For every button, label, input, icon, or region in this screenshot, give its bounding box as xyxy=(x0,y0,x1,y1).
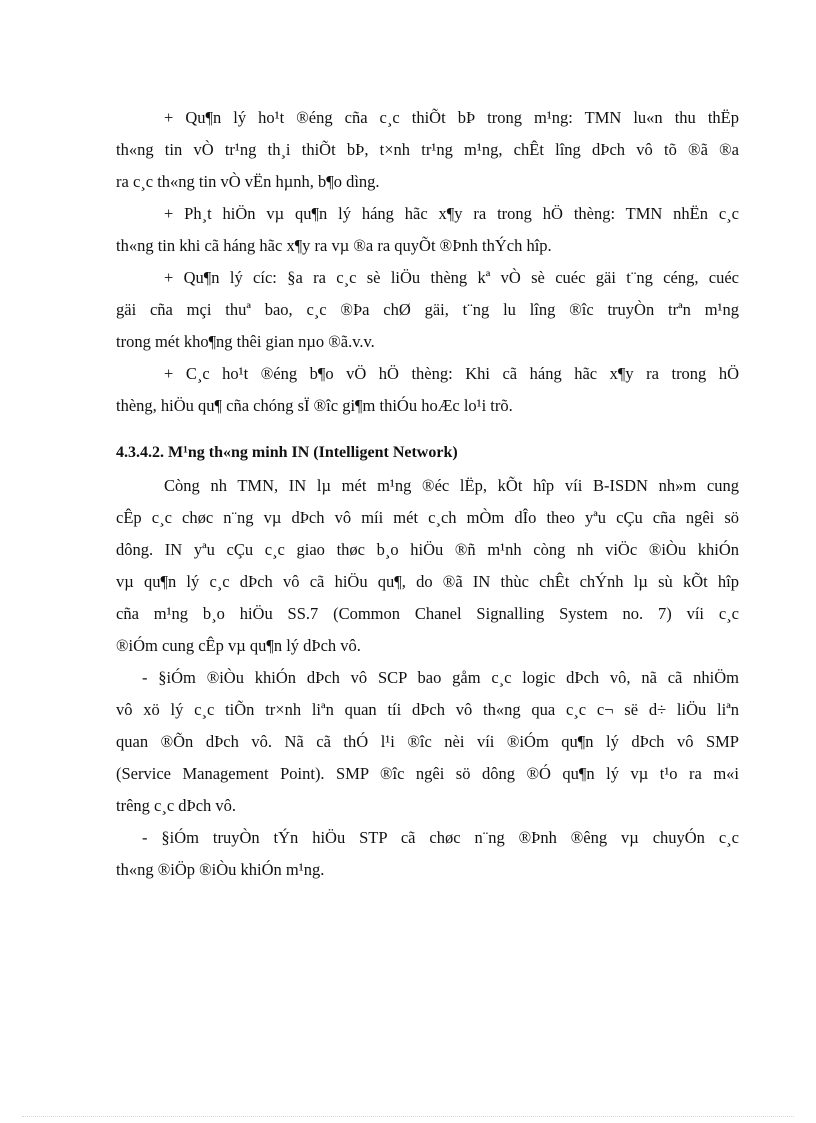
page-bottom-rule xyxy=(22,1116,794,1117)
paragraph-5-line-6: ®iÓm cung cÊp vµ qu¶n lý dÞch vô. xyxy=(116,636,361,655)
paragraph-6-line-3: quan ®Õn dÞch vô. Nã cã thÓ l¹i ®îc nèi víi ®iÓm qu¶n lý dÞch vô SMP xyxy=(116,732,739,751)
paragraph-4-line-2: thèng, hiÖu qu¶ cña chóng sÏ ®îc gi¶m thiÓu hoÆc lo¹i trõ. xyxy=(116,396,513,415)
paragraph-3-line-3: trong mét kho¶ng thêi gian nµo ®ã.v.v. xyxy=(116,332,375,351)
paragraph-3-line-2: gäi cña mçi thuª bao, c¸c ®Þa chØ gäi, t¨ng lu lîng ®îc truyÒn trªn m¹ng xyxy=(116,300,739,319)
paragraph-1-line-2: th«ng tin vÒ tr¹ng th¸i thiÕt bÞ, t×nh tr¹ng m¹ng, chÊt lîng dÞch vô tõ ®ã ®a xyxy=(116,140,739,159)
paragraph-6-line-2: vô xö lý c¸c tiÕn tr×nh liªn quan tíi dÞch vô th«ng qua c¸c c¬ së d÷ liÖu liªn xyxy=(116,700,739,719)
paragraph-5-line-2: cÊp c¸c chøc n¨ng vµ dÞch vô míi mét c¸ch mÒm dÎo theo yªu cÇu cña ngêi sö xyxy=(116,508,739,527)
paragraph-6-line-1: - §iÓm ®iÒu khiÓn dÞch vô SCP bao gåm c¸c logic dÞch vô, nã cã nhiÖm xyxy=(142,668,739,687)
paragraph-4-line-1: + C¸c ho¹t ®éng b¶o vÖ hÖ thèng: Khi cã háng hãc x¶y ra trong hÖ xyxy=(164,364,739,383)
paragraph-5-line-4: vµ qu¶n lý c¸c dÞch vô cã hiÖu qu¶, do ®ã IN thùc chÊt chÝnh lµ sù kÕt hîp xyxy=(116,572,739,591)
paragraph-5-line-3: dông. IN yªu cÇu c¸c giao thøc b¸o hiÖu ®ñ m¹nh còng nh viÖc ®iÒu khiÓn xyxy=(116,540,739,559)
paragraph-6-line-5: trêng c¸c dÞch vô. xyxy=(116,796,237,815)
paragraph-2-line-1: + Ph¸t hiÖn vµ qu¶n lý háng hãc x¶y ra trong hÖ thèng: TMN nhËn c¸c xyxy=(164,204,739,223)
paragraph-7-line-1: - §iÓm truyÒn tÝn hiÖu STP cã chøc n¨ng ®Þnh ®êng vµ chuyÓn c¸c xyxy=(142,828,739,847)
paragraph-5-line-5: cña m¹ng b¸o hiÖu SS.7 (Common Chanel Signalling System no. 7) víi c¸c xyxy=(116,604,739,623)
paragraph-5-line-1: Còng nh TMN, IN lµ mét m¹ng ®éc lËp, kÕt hîp víi B-ISDN nh»m cung xyxy=(164,476,739,495)
paragraph-3-line-1: + Qu¶n lý cíc: §a ra c¸c sè liÖu thèng kª vÒ sè cuéc gäi t¨ng céng, cuéc xyxy=(164,268,739,287)
paragraph-1-line-3: ra c¸c th«ng tin vÒ vËn hµnh, b¶o dìng. xyxy=(116,172,380,191)
paragraph-7-line-2: th«ng ®iÖp ®iÒu khiÓn m¹ng. xyxy=(116,860,325,879)
paragraph-6-line-4: (Service Management Point). SMP ®îc ngêi sö dông ®Ó qu¶n lý vµ t¹o ra m«i xyxy=(116,764,739,783)
paragraph-1-line-1: + Qu¶n lý ho¹t ®éng cña c¸c thiÕt bÞ trong m¹ng: TMN lu«n thu thËp xyxy=(164,108,739,127)
section-heading: 4.3.4.2. M¹ng th«ng minh IN (Intelligent Network) xyxy=(116,444,458,461)
paragraph-2-line-2: th«ng tin khi cã háng hãc x¶y ra vµ ®a ra quyÕt ®Þnh thÝch hîp. xyxy=(116,236,552,255)
